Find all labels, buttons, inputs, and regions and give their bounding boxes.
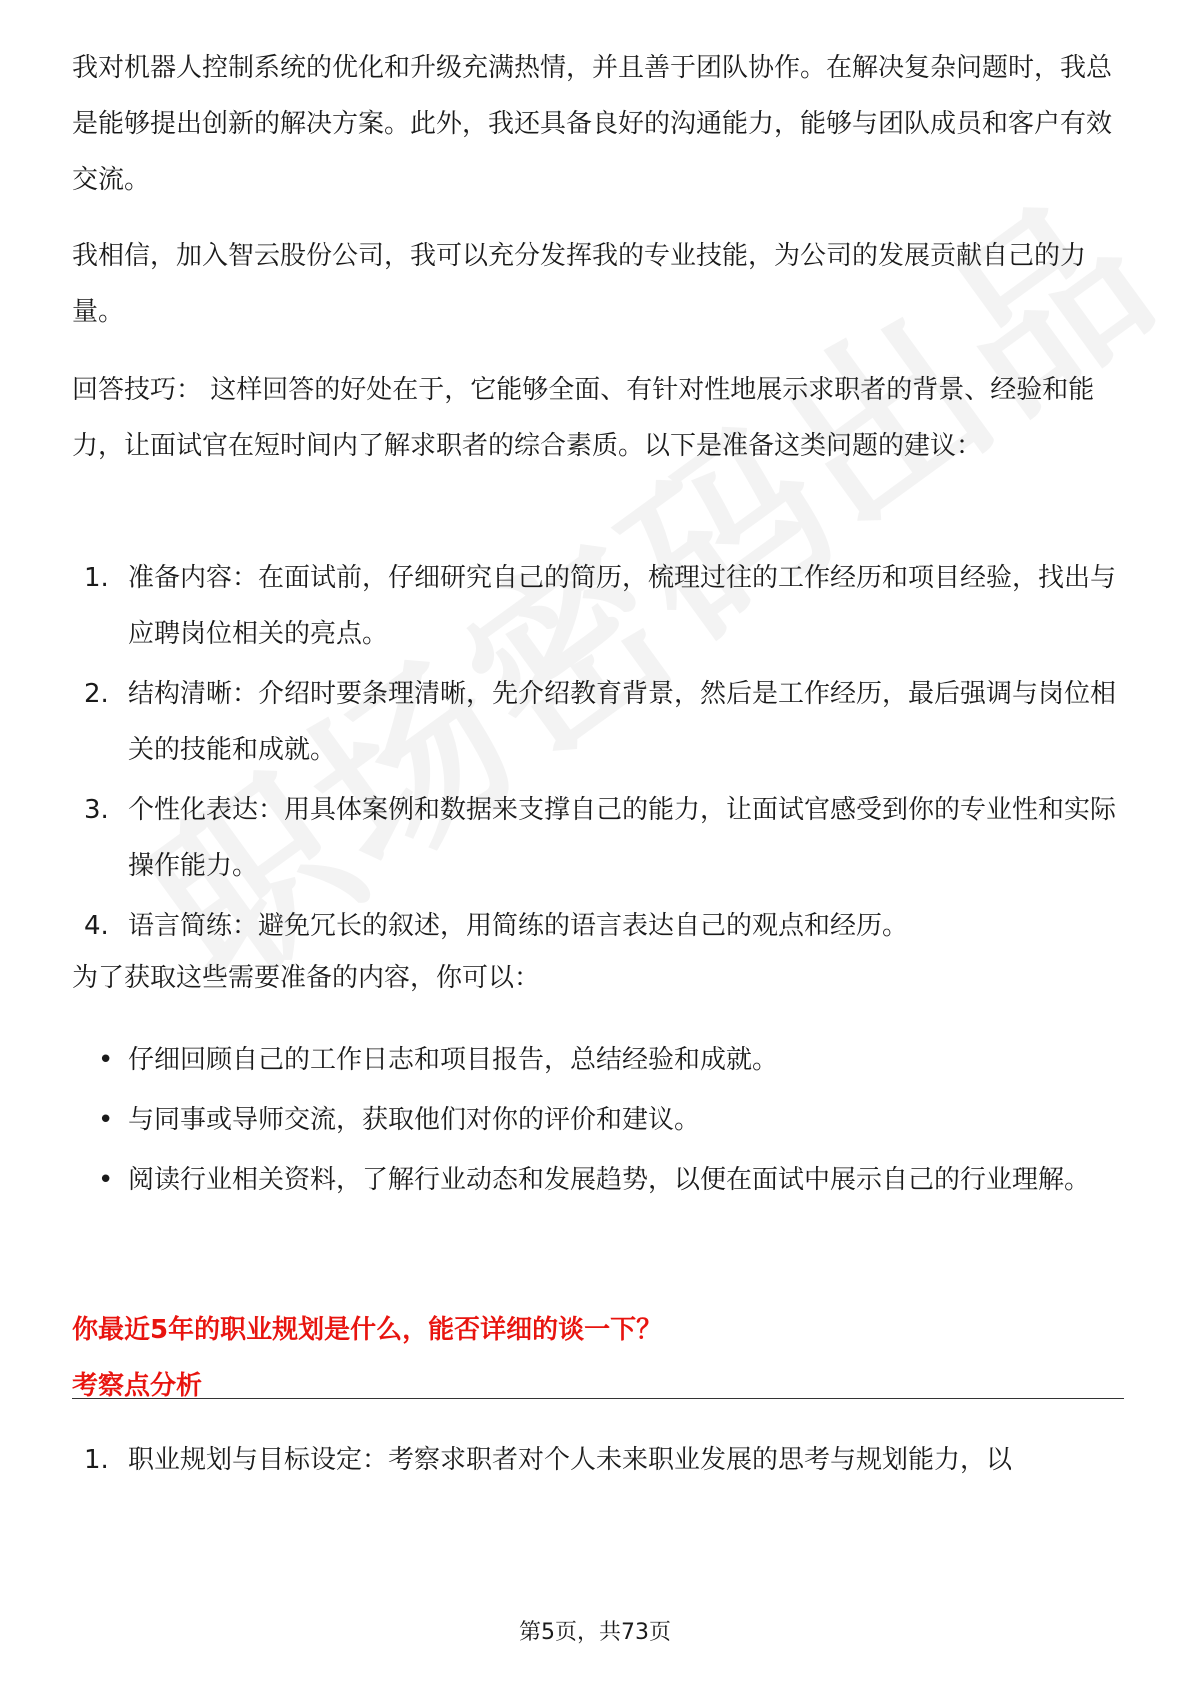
intro-paragraph-1: 我对机器人控制系统的优化和升级充满热情，并且善于团队协作。在解决复杂问题时，我总是能够提出创新的解决方案。此外，我还具备良好的沟通能力，能够与团队成员和客户有效交流。 [72, 53, 1113, 195]
list-item-text: 结构清晰：介绍时要条理清晰，先介绍教育背景，然后是工作经历，最后强调与岗位相关的技能和成就。 [128, 679, 1117, 765]
analysis-list [72, 1432, 1122, 1492]
list-item [72, 898, 1122, 954]
list-number: 1. [84, 563, 109, 593]
numbered-list [72, 550, 1122, 958]
list-number: 2. [84, 679, 109, 709]
tips-text: 这样回答的好处在于，它能够全面、有针对性地展示求职者的背景、经验和能力，让面试官在短时间内了解求职者的综合素质。以下是准备这类问题的建议： [72, 375, 1095, 461]
list-item [72, 1092, 1122, 1148]
list-item [72, 782, 1122, 894]
bullet-list [72, 1032, 1122, 1212]
list-item [72, 666, 1122, 778]
list-item-text: 个性化表达：用具体案例和数据来支撑自己的能力，让面试官感受到你的专业性和实际操作能力。 [128, 795, 1117, 881]
tips-label: 回答技巧： [72, 375, 203, 405]
bullet-icon: • [98, 1105, 114, 1135]
bullet-icon: • [98, 1045, 114, 1075]
question-heading: 你最近5年的职业规划是什么，能否详细的谈一下？ [72, 1315, 663, 1345]
page-footer: 第5页，共73页 [519, 1620, 671, 1645]
list-item [72, 1032, 1122, 1088]
prep-intro: 为了获取这些需要准备的内容，你可以： [72, 963, 541, 993]
list-item-text: 阅读行业相关资料，了解行业动态和发展趋势，以便在面试中展示自己的行业理解。 [128, 1165, 1091, 1195]
list-item-text: 与同事或导师交流，获取他们对你的评价和建议。 [128, 1105, 701, 1135]
list-item-text: 准备内容：在面试前，仔细研究自己的简历，梳理过往的工作经历和项目经验，找出与应聘岗位相关的亮点。 [128, 563, 1117, 649]
list-item-text: 仔细回顾自己的工作日志和项目报告，总结经验和成就。 [128, 1045, 779, 1075]
list-number: 3. [84, 795, 109, 825]
list-item-text: 职业规划与目标设定：考察求职者对个人未来职业发展的思考与规划能力，以 [128, 1445, 1013, 1475]
list-number: 4. [84, 911, 109, 941]
tips-paragraph [72, 362, 1122, 474]
list-item-text: 语言简练：避免冗长的叙述，用简练的语言表达自己的观点和经历。 [128, 911, 909, 941]
bullet-icon: • [98, 1165, 114, 1195]
list-item [72, 550, 1122, 662]
list-number: 1. [84, 1445, 109, 1475]
list-item [72, 1432, 1122, 1488]
analysis-heading: 考察点分析 [72, 1371, 203, 1401]
intro-paragraph-2: 我相信，加入智云股份公司，我可以充分发挥我的专业技能，为公司的发展贡献自己的力量。 [72, 241, 1087, 327]
list-item [72, 1152, 1122, 1208]
